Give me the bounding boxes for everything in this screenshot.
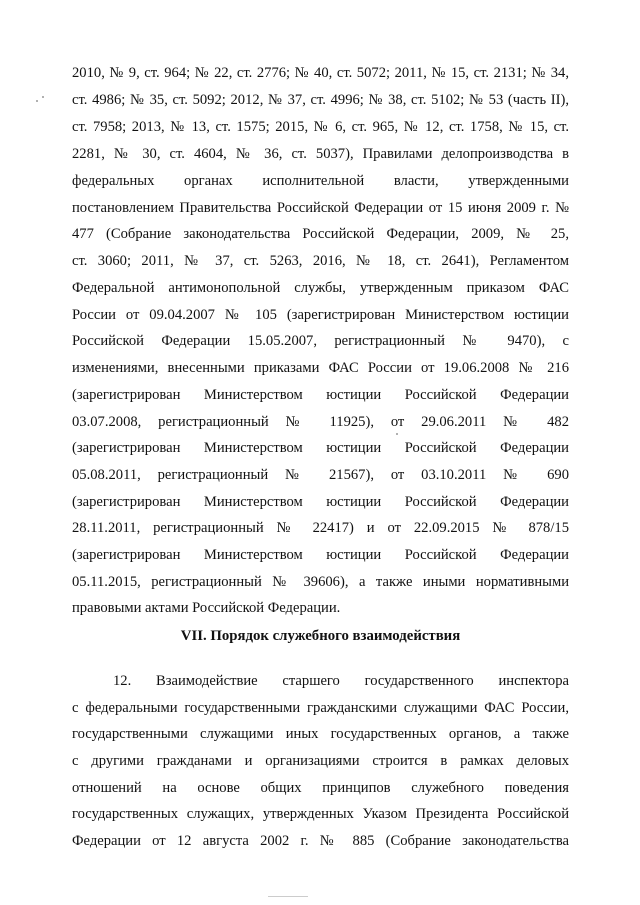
text-line: государственными служащими иных государственных органов, а также (72, 726, 569, 742)
text-line: постановлением Правительства Российской Федерации от 15 июня 2009 г. № (72, 200, 569, 216)
text-line: (зарегистрирован Министерством юстиции Российской Федерации (72, 494, 569, 510)
section-heading: VII. Порядок служебного взаимодействия (180, 628, 461, 644)
text-line: Российской Федерации 15.05.2007, регистрационный № 9470), с (72, 333, 569, 349)
scan-speck (42, 96, 44, 98)
text-line: с федеральными государственными гражданскими служащими ФАС России, (72, 700, 569, 716)
text-line: 12. Взаимодействие старшего государственного инспектора (113, 673, 569, 689)
text-line: (зарегистрирован Министерством юстиции Российской Федерации (72, 547, 569, 563)
text-line: 477 (Собрание законодательства Российской Федерации, 2009, № 25, (72, 226, 569, 242)
scan-speck (36, 100, 38, 102)
text-line: государственных служащих, утвержденных Указом Президента Российской (72, 806, 569, 822)
text-line: отношений на основе общих принципов служебного поведения (72, 780, 569, 796)
scan-speck (396, 433, 398, 435)
text-line: Федерации от 12 августа 2002 г. № 885 (Собрание законодательства (72, 833, 569, 849)
text-line: (зарегистрирован Министерством юстиции Российской Федерации (72, 440, 569, 456)
text-line: изменениями, внесенными приказами ФАС России от 19.06.2008 № 216 (72, 360, 569, 376)
text-line: 05.08.2011, регистрационный № 21567), от 03.10.2011 № 690 (72, 467, 569, 483)
text-line: ст. 7958; 2013, № 13, ст. 1575; 2015, № 6, ст. 965, № 12, ст. 1758, № 15, ст. (72, 119, 569, 135)
text-line: 28.11.2011, регистрационный № 22417) и от 22.09.2015 № 878/15 (72, 520, 569, 536)
text-line: (зарегистрирован Министерством юстиции Российской Федерации (72, 387, 569, 403)
scan-speck (268, 896, 308, 897)
text-line: правовыми актами Российской Федерации. (72, 600, 341, 616)
text-line: ст. 3060; 2011, № 37, ст. 5263, 2016, № 18, ст. 2641), Регламентом (72, 253, 569, 269)
text-line: с другими гражданами и организациями строится в рамках деловых (72, 753, 569, 769)
text-line: 2010, № 9, ст. 964; № 22, ст. 2776; № 40, ст. 5072; 2011, № 15, ст. 2131; № 34, (72, 65, 569, 81)
text-line: федеральных органах исполнительной власти, утвержденными (72, 173, 569, 189)
text-line: 05.11.2015, регистрационный № 39606), а также иными нормативными (72, 574, 569, 590)
text-line: 2281, № 30, ст. 4604, № 36, ст. 5037), Правилами делопроизводства в (72, 146, 569, 162)
text-line: 03.07.2008, регистрационный № 11925), от 29.06.2011 № 482 (72, 414, 569, 430)
text-line: Федеральной антимонопольной службы, утвержденным приказом ФАС (72, 280, 569, 296)
text-line: России от 09.04.2007 № 105 (зарегистрирован Министерством юстиции (72, 307, 569, 323)
text-line: ст. 4986; № 35, ст. 5092; 2012, № 37, ст. 4996; № 38, ст. 5102; № 53 (часть II), (72, 92, 569, 108)
